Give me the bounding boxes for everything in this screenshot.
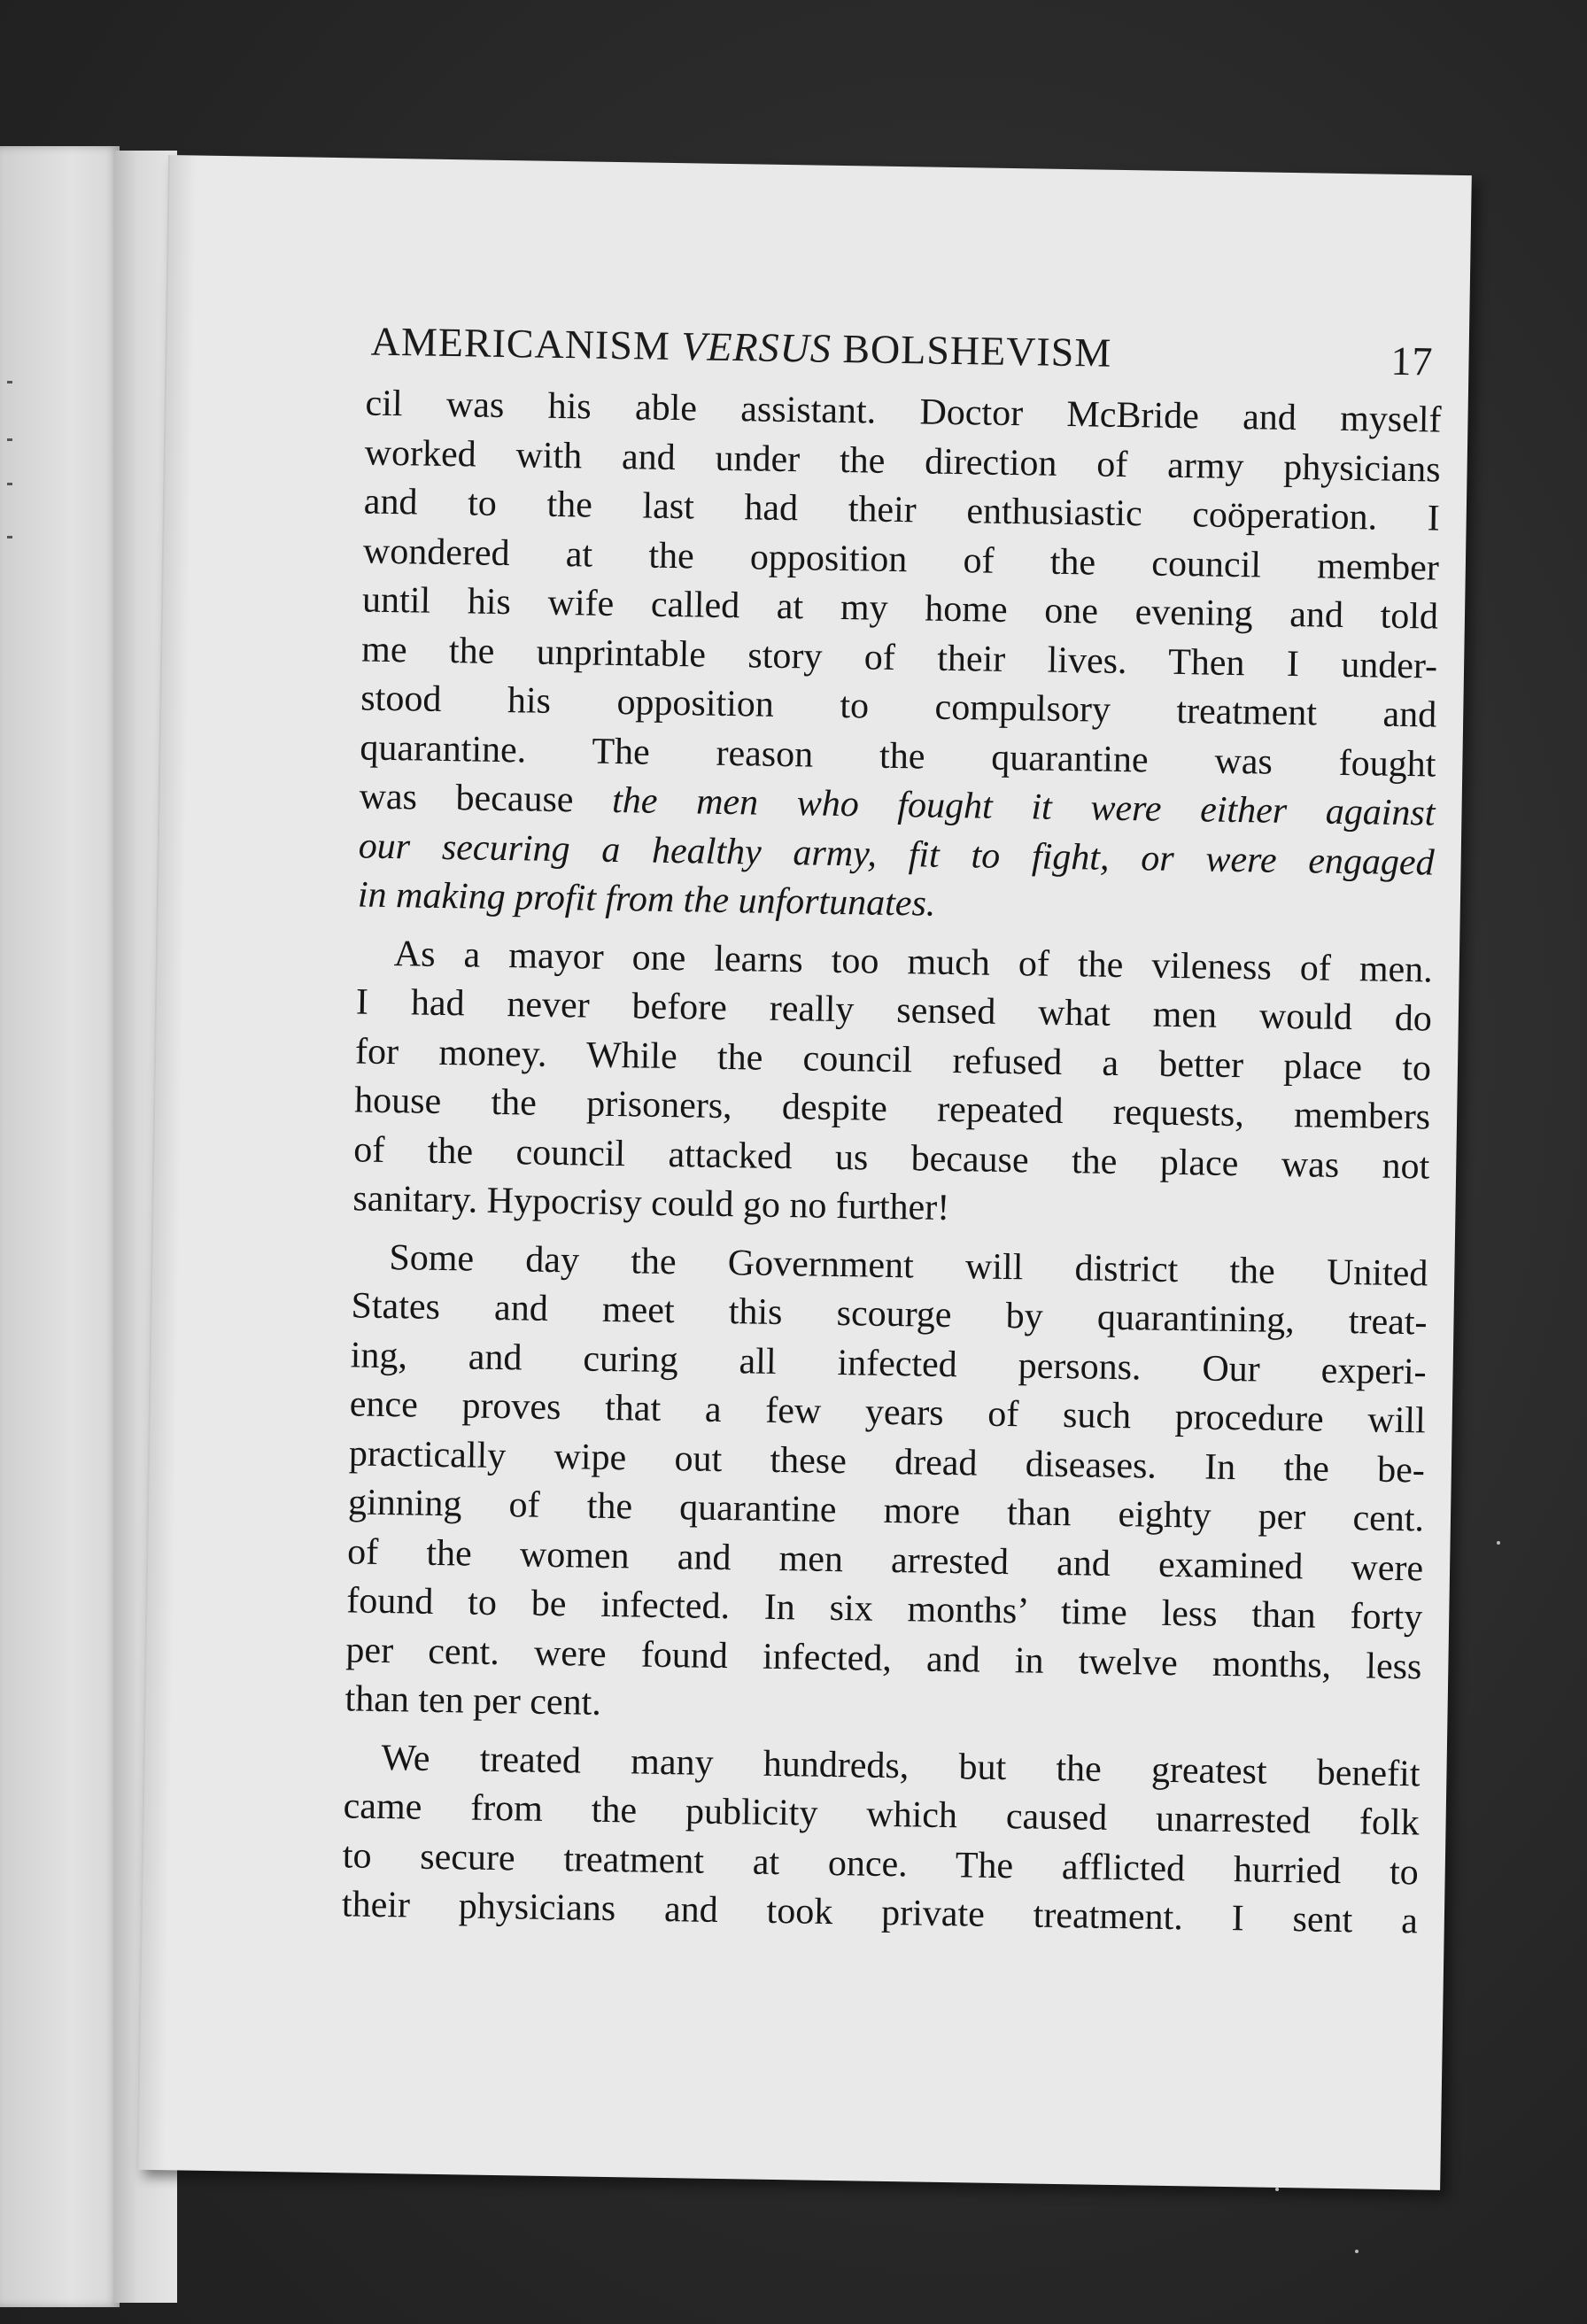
text-line: wondered at the opposition of the council member bbox=[362, 531, 1440, 589]
text-line: States and meet this scourge by quarantining, treat- bbox=[351, 1285, 1428, 1344]
text-line: quarantine. The reason the quarantine was fought bbox=[360, 726, 1436, 786]
dust-speck bbox=[1497, 1541, 1500, 1545]
paragraph-4 bbox=[342, 1733, 1421, 1947]
page-mark bbox=[7, 381, 12, 383]
text-line: ing, and curing all infected persons. Our experi- bbox=[350, 1334, 1427, 1392]
text-line: As a mayor one learns too much of the vileness of men. bbox=[393, 933, 1434, 991]
text-line: and to the last had their enthusiastic coöperation. I bbox=[363, 481, 1441, 539]
page-mark bbox=[7, 438, 12, 441]
italic-text-run: our securing a healthy army, fit to fight, or were engaged bbox=[358, 825, 1435, 884]
text-line: Some day the Government will district the United bbox=[389, 1236, 1428, 1294]
text-line: until his wife called at my home one evening and told bbox=[361, 579, 1439, 638]
running-head-title bbox=[370, 318, 1111, 376]
text-line: per cent. were found infected, and in twelve months, less bbox=[345, 1629, 1422, 1687]
italic-text-run: in making profit from the unfortunates. bbox=[357, 874, 936, 925]
text-line: We treated many hundreds, but the greatest benefit bbox=[381, 1737, 1421, 1794]
book-page bbox=[136, 155, 1472, 2190]
text-line: came from the publicity which caused unarrested folk bbox=[343, 1786, 1420, 1844]
text-line: to secure treatment at once. The afflicted hurried to bbox=[342, 1834, 1420, 1893]
text-line: cil was his able assistant. Doctor McBride and myself bbox=[365, 383, 1442, 441]
page-number: 17 bbox=[1390, 337, 1434, 384]
paragraph-2 bbox=[352, 929, 1433, 1241]
text-line: of the council attacked us because the place was not bbox=[353, 1128, 1430, 1188]
text-line: of the women and men arrested and examined were bbox=[346, 1530, 1424, 1589]
text-line: house the prisoners, despite repeated requests, members bbox=[353, 1080, 1431, 1138]
text-line: worked with and under the direction of army physicians bbox=[364, 432, 1441, 491]
text-line: their physicians and took private treatment. I sent a bbox=[341, 1884, 1419, 1942]
page-mark bbox=[7, 536, 12, 538]
text-line: I had never before really sensed what men would do bbox=[355, 981, 1433, 1040]
text-line: practically wipe out these dread diseases. In the be- bbox=[348, 1432, 1426, 1491]
paragraph-1 bbox=[357, 380, 1441, 938]
running-head-title-before: AMERICANISM bbox=[370, 318, 682, 369]
page-mark bbox=[7, 483, 12, 485]
text-line: ginning of the quarantine more than eighty per cent. bbox=[347, 1482, 1425, 1540]
running-head-title-after: BOLSHEVISM bbox=[831, 325, 1112, 376]
text-line: stood his opposition to compulsory treatment and bbox=[360, 678, 1437, 736]
dust-speck bbox=[1275, 2188, 1279, 2191]
text-run: was because bbox=[359, 776, 613, 821]
text-line: than ten per cent. bbox=[344, 1678, 602, 1724]
italic-text-run: the men who fought it were either against bbox=[611, 779, 1436, 834]
text-line: for money. While the council refused a better place to bbox=[354, 1030, 1432, 1089]
text-line: me the unprintable story of their lives. Then I under- bbox=[360, 629, 1438, 687]
running-head-title-italic: VERSUS bbox=[680, 323, 832, 371]
paragraph-3 bbox=[344, 1233, 1428, 1741]
text-line: sanitary. Hypocrisy could go no further! bbox=[352, 1178, 950, 1229]
facing-page-edge bbox=[0, 146, 120, 2307]
text-line: found to be infected. In six months’ time less than forty bbox=[346, 1580, 1423, 1638]
body-text bbox=[342, 380, 1442, 1947]
text-line: ence proves that a few years of such procedure will bbox=[349, 1383, 1427, 1442]
dust-speck bbox=[1355, 2250, 1359, 2253]
